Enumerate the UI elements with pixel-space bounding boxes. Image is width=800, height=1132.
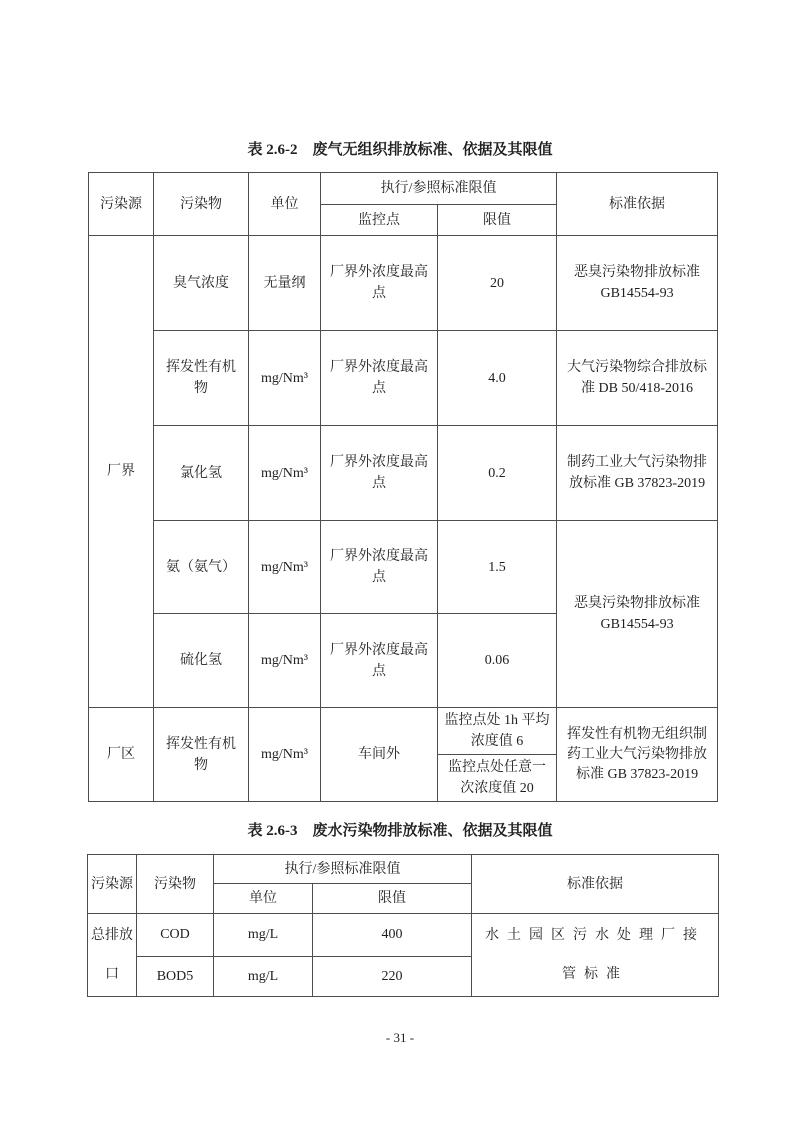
header-monitoring-point: 监控点 bbox=[321, 205, 438, 236]
cell-monitoring-point: 厂界外浓度最高点 bbox=[321, 426, 438, 521]
cell-standard-basis: 挥发性有机物无组织制药工业大气污染物排放标准 GB 37823-2019 bbox=[557, 708, 718, 802]
waste-water-table-title: 表 2.6-3 废水污染物排放标准、依据及其限值 bbox=[247, 823, 553, 839]
header-unit: 单位 bbox=[249, 173, 321, 236]
header-standard-basis: 标准依据 bbox=[557, 173, 718, 236]
table-row bbox=[89, 331, 718, 426]
cell-pollutant: BOD5 bbox=[137, 956, 214, 996]
cell-pollutant: 挥发性有机物 bbox=[154, 708, 249, 802]
waste-gas-table-title: 表 2.6-2 废气无组织排放标准、依据及其限值 bbox=[247, 142, 553, 158]
cell-limit: 4.0 bbox=[438, 331, 557, 426]
cell-unit: mg/Nm³ bbox=[249, 708, 321, 802]
header-standard-basis: 标准依据 bbox=[472, 855, 719, 914]
cell-pollutant: 硫化氢 bbox=[154, 614, 249, 708]
waste-water-standards-table bbox=[87, 854, 719, 997]
cell-pollution-source: 厂区 bbox=[89, 708, 154, 802]
table-row bbox=[89, 521, 718, 614]
header-pollutant: 污染物 bbox=[137, 855, 214, 914]
cell-unit: mg/Nm³ bbox=[249, 614, 321, 708]
cell-pollutant: 氯化氢 bbox=[154, 426, 249, 521]
cell-unit: mg/Nm³ bbox=[249, 426, 321, 521]
cell-monitoring-point: 厂界外浓度最高点 bbox=[321, 331, 438, 426]
table-header-row bbox=[89, 173, 718, 205]
cell-limit: 400 bbox=[313, 914, 472, 957]
cell-limit-any-single: 监控点处任意一次浓度值 20 bbox=[438, 755, 557, 802]
table-row bbox=[88, 914, 719, 957]
cell-limit: 220 bbox=[313, 956, 472, 996]
cell-pollution-source: 厂界 bbox=[89, 236, 154, 708]
cell-pollutant: 挥发性有机物 bbox=[154, 331, 249, 426]
header-pollution-source: 污染源 bbox=[89, 173, 154, 236]
cell-pollutant: 氨（氨气） bbox=[154, 521, 249, 614]
header-limit-group: 执行/参照标准限值 bbox=[214, 855, 472, 884]
table-header-row bbox=[88, 855, 719, 884]
waste-gas-standards-table bbox=[88, 172, 718, 802]
cell-unit: mg/Nm³ bbox=[249, 521, 321, 614]
header-limit-group: 执行/参照标准限值 bbox=[321, 173, 557, 205]
page-number: - 31 - bbox=[385, 1030, 415, 1045]
table-row bbox=[89, 236, 718, 331]
cell-pollutant: 臭气浓度 bbox=[154, 236, 249, 331]
cell-standard-basis: 制药工业大气污染物排放标准 GB 37823-2019 bbox=[557, 426, 718, 521]
cell-unit: mg/Nm³ bbox=[249, 331, 321, 426]
cell-monitoring-point: 厂界外浓度最高点 bbox=[321, 521, 438, 614]
cell-unit: mg/L bbox=[214, 914, 313, 957]
cell-limit: 0.06 bbox=[438, 614, 557, 708]
cell-pollution-source: 总排放口 bbox=[88, 914, 137, 997]
cell-limit: 0.2 bbox=[438, 426, 557, 521]
header-pollutant: 污染物 bbox=[154, 173, 249, 236]
header-limit: 限值 bbox=[313, 884, 472, 914]
cell-monitoring-point: 车间外 bbox=[321, 708, 438, 802]
cell-standard-basis: 大气污染物综合排放标准 DB 50/418-2016 bbox=[557, 331, 718, 426]
table-row bbox=[89, 426, 718, 521]
cell-standard-basis: 恶臭污染物排放标准GB14554-93 bbox=[557, 521, 718, 708]
cell-limit-1h-average: 监控点处 1h 平均浓度值 6 bbox=[438, 708, 557, 755]
cell-standard-basis: 水土园区污水处理厂接管标准 bbox=[472, 914, 719, 997]
cell-monitoring-point: 厂界外浓度最高点 bbox=[321, 614, 438, 708]
header-pollution-source: 污染源 bbox=[88, 855, 137, 914]
cell-limit: 1.5 bbox=[438, 521, 557, 614]
cell-unit: mg/L bbox=[214, 956, 313, 996]
cell-limit: 20 bbox=[438, 236, 557, 331]
cell-pollutant: COD bbox=[137, 914, 214, 957]
cell-unit: 无量纲 bbox=[249, 236, 321, 331]
cell-monitoring-point: 厂界外浓度最高点 bbox=[321, 236, 438, 331]
cell-standard-basis: 恶臭污染物排放标准GB14554-93 bbox=[557, 236, 718, 331]
table-row bbox=[89, 708, 718, 755]
header-unit: 单位 bbox=[214, 884, 313, 914]
header-limit: 限值 bbox=[438, 205, 557, 236]
